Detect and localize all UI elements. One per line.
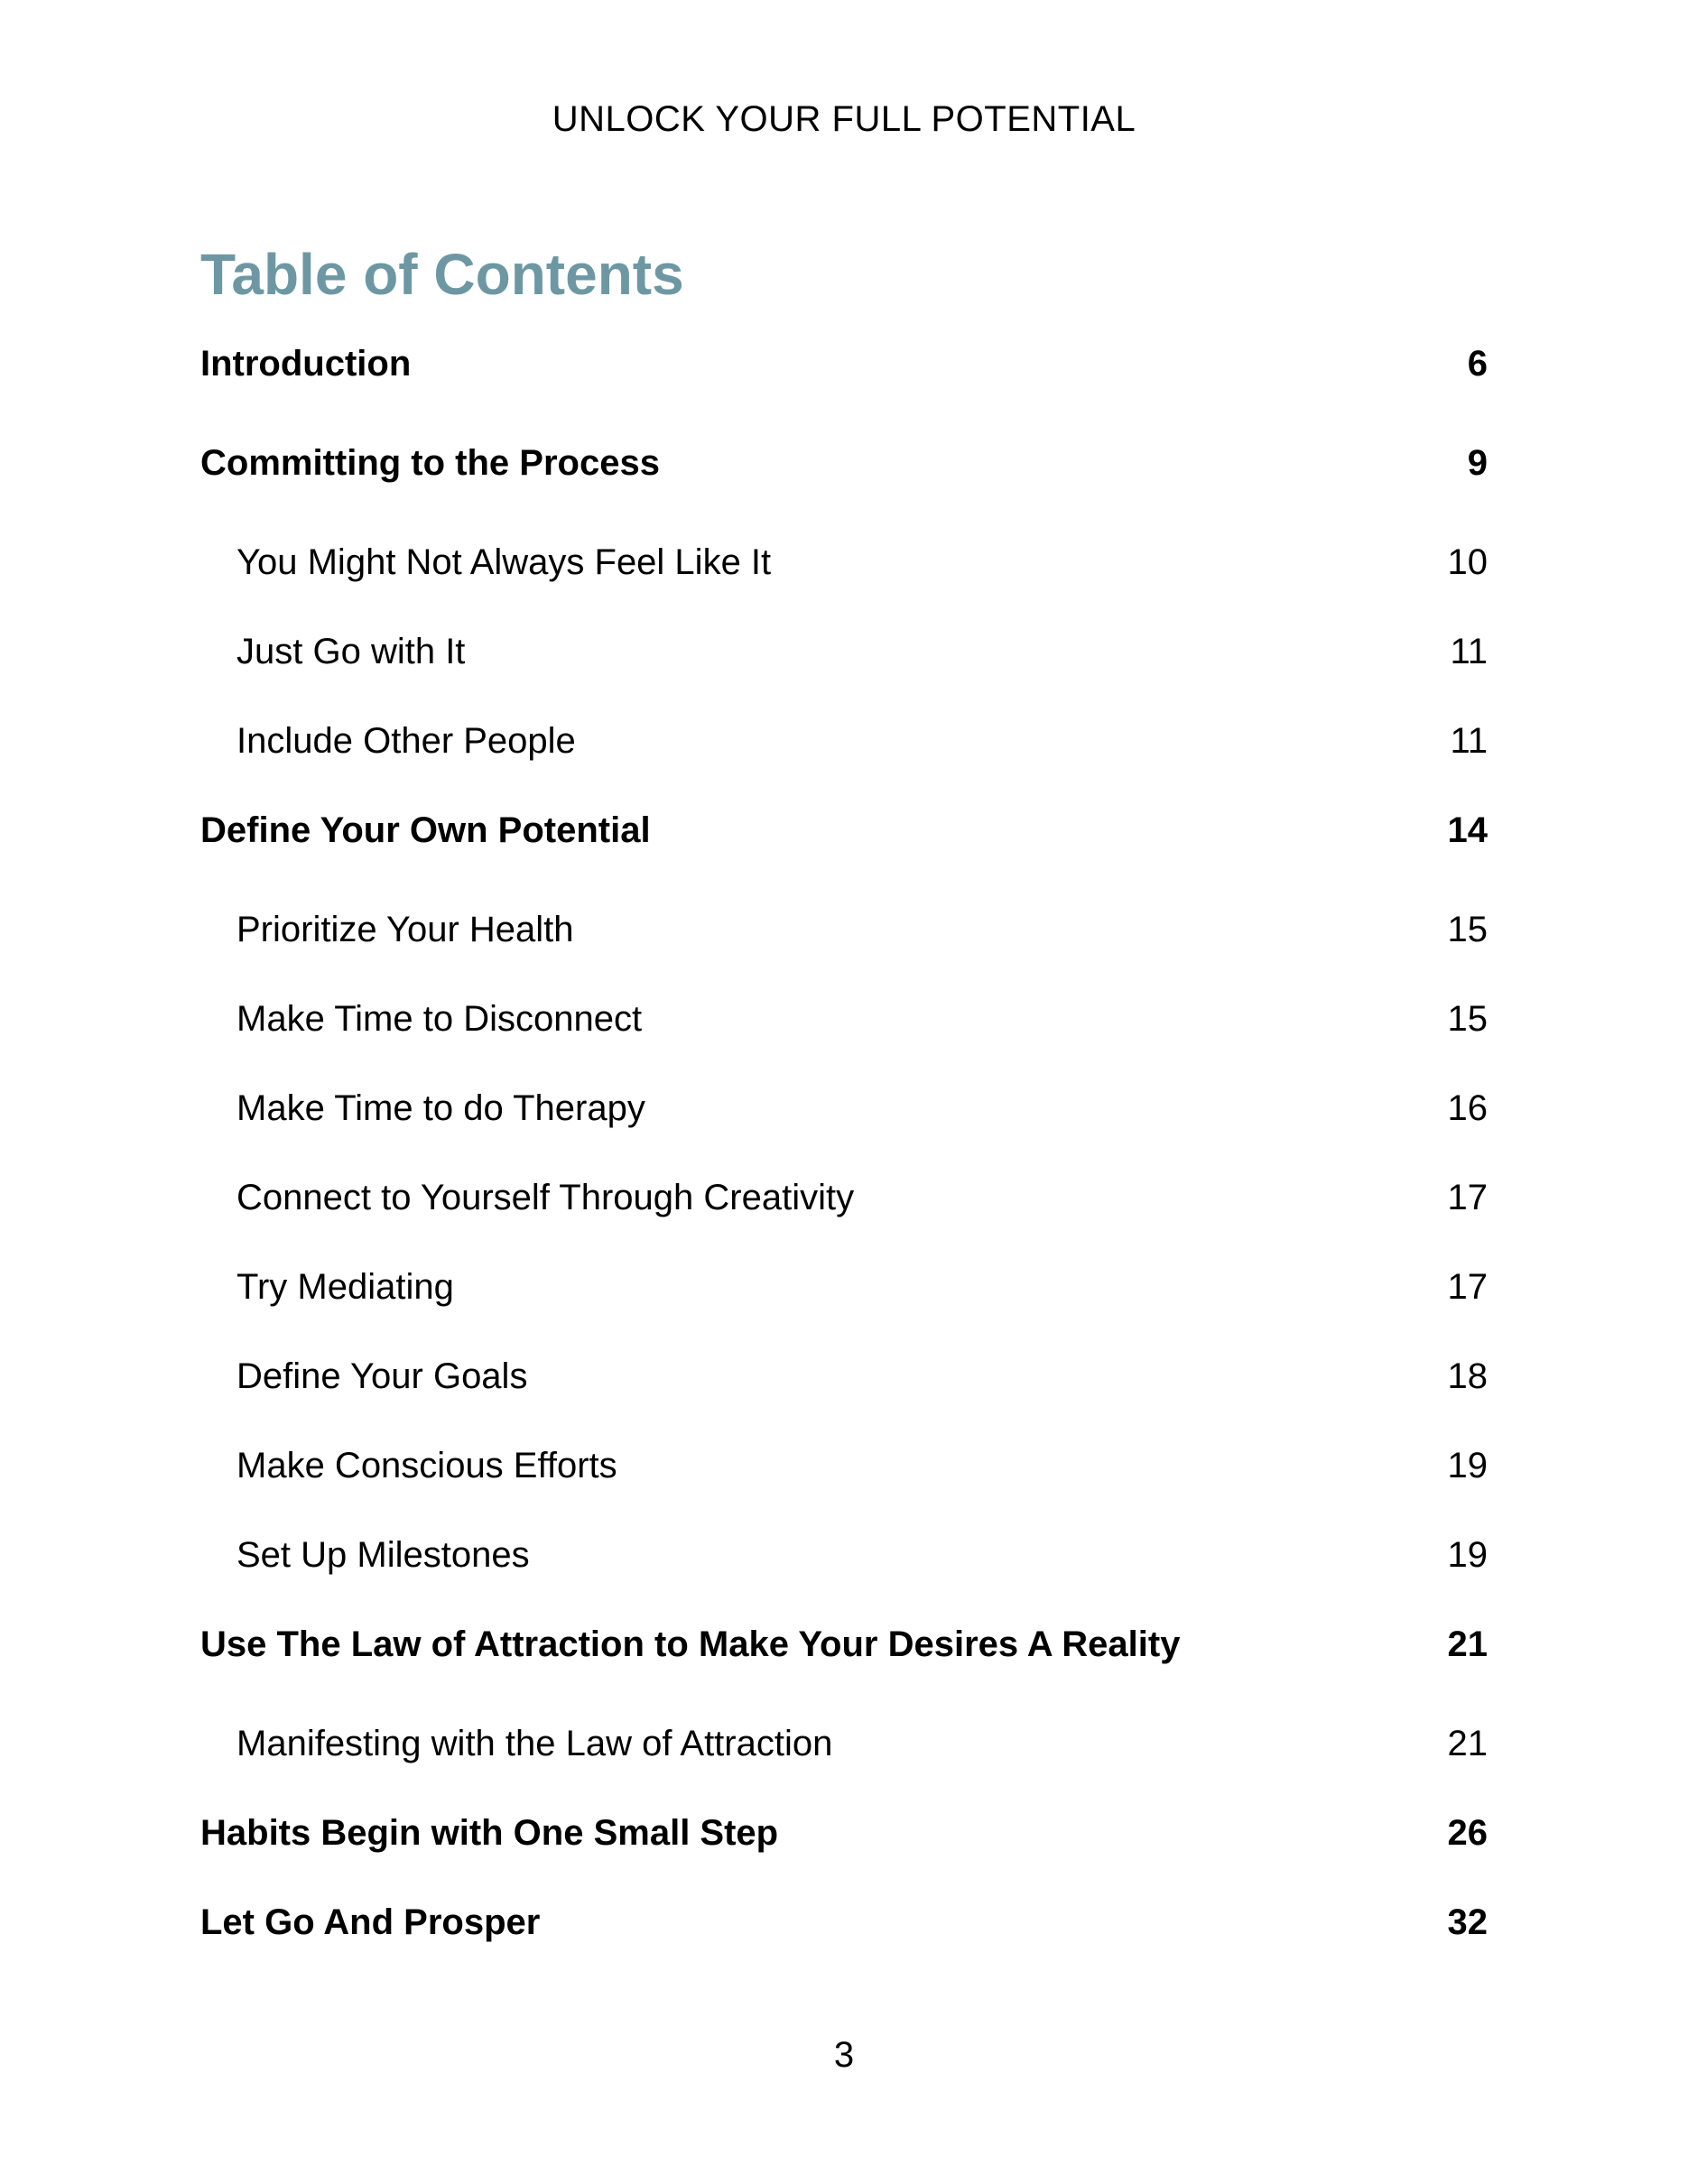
- toc-entry-page: 17: [1447, 1178, 1488, 1217]
- toc-entry: [200, 1901, 1488, 1990]
- toc-entry: [200, 342, 1488, 431]
- toc-entry: [200, 541, 1488, 630]
- toc-entry: [200, 908, 1488, 997]
- toc-entry-page: 14: [1447, 810, 1488, 850]
- toc-entry-label: Use The Law of Attraction to Make Your Desires A Reality: [200, 1624, 1181, 1664]
- page-title: Table of Contents: [200, 241, 684, 307]
- toc-entry: [200, 1355, 1488, 1444]
- toc-entry-page: 11: [1450, 721, 1488, 761]
- toc-entry-page: 9: [1467, 443, 1488, 483]
- toc-entry: [200, 630, 1488, 719]
- toc-entry-page: 15: [1447, 910, 1488, 949]
- toc-entry-label: Include Other People: [237, 721, 576, 761]
- toc-entry-page: 32: [1447, 1902, 1488, 1942]
- table-of-contents: [200, 342, 1488, 1990]
- toc-entry: [200, 1444, 1488, 1533]
- toc-entry-label: Introduction: [200, 344, 412, 384]
- toc-entry-page: 19: [1447, 1535, 1488, 1575]
- toc-entry: [200, 719, 1488, 809]
- toc-entry-label: Define Your Own Potential: [200, 810, 651, 850]
- toc-entry-label: You Might Not Always Feel Like It: [237, 542, 772, 582]
- toc-entry-page: 15: [1447, 999, 1488, 1039]
- toc-entry-label: Habits Begin with One Small Step: [200, 1813, 779, 1853]
- toc-entry-label: Define Your Goals: [237, 1356, 528, 1396]
- toc-entry-label: Manifesting with the Law of Attraction: [237, 1724, 833, 1763]
- toc-entry-page: 16: [1447, 1088, 1488, 1128]
- toc-entry-label: Try Mediating: [237, 1267, 454, 1307]
- toc-entry: [200, 809, 1488, 898]
- toc-entry: [200, 1722, 1488, 1811]
- toc-entry: [200, 441, 1488, 531]
- toc-entry-label: Make Time to do Therapy: [237, 1088, 645, 1128]
- toc-entry: [200, 1623, 1488, 1712]
- toc-entry-page: 21: [1447, 1724, 1488, 1763]
- toc-entry-label: Make Conscious Efforts: [237, 1446, 617, 1485]
- toc-entry-label: Let Go And Prosper: [200, 1902, 541, 1942]
- toc-entry-page: 11: [1450, 632, 1488, 671]
- toc-entry: [200, 997, 1488, 1087]
- toc-entry-label: Make Time to Disconnect: [237, 999, 643, 1039]
- toc-entry-label: Prioritize Your Health: [237, 910, 574, 949]
- toc-entry-label: Set Up Milestones: [237, 1535, 530, 1575]
- toc-entry-page: 26: [1447, 1813, 1488, 1853]
- toc-entry: [200, 1087, 1488, 1176]
- toc-entry-page: 6: [1467, 344, 1488, 384]
- toc-entry: [200, 1811, 1488, 1901]
- toc-entry-page: 17: [1447, 1267, 1488, 1307]
- toc-entry: [200, 1265, 1488, 1355]
- running-header: UNLOCK YOUR FULL POTENTIAL: [552, 99, 1136, 139]
- toc-entry-page: 21: [1447, 1624, 1488, 1664]
- footer-page-number: 3: [833, 2035, 855, 2075]
- toc-entry-page: 18: [1447, 1356, 1488, 1396]
- toc-entry-label: Committing to the Process: [200, 443, 660, 483]
- toc-entry: [200, 1176, 1488, 1265]
- toc-entry-label: Just Go with It: [237, 632, 466, 671]
- toc-entry-page: 10: [1447, 542, 1488, 582]
- toc-entry-page: 19: [1447, 1446, 1488, 1485]
- toc-entry-label: Connect to Yourself Through Creativity: [237, 1178, 855, 1217]
- toc-entry: [200, 1533, 1488, 1623]
